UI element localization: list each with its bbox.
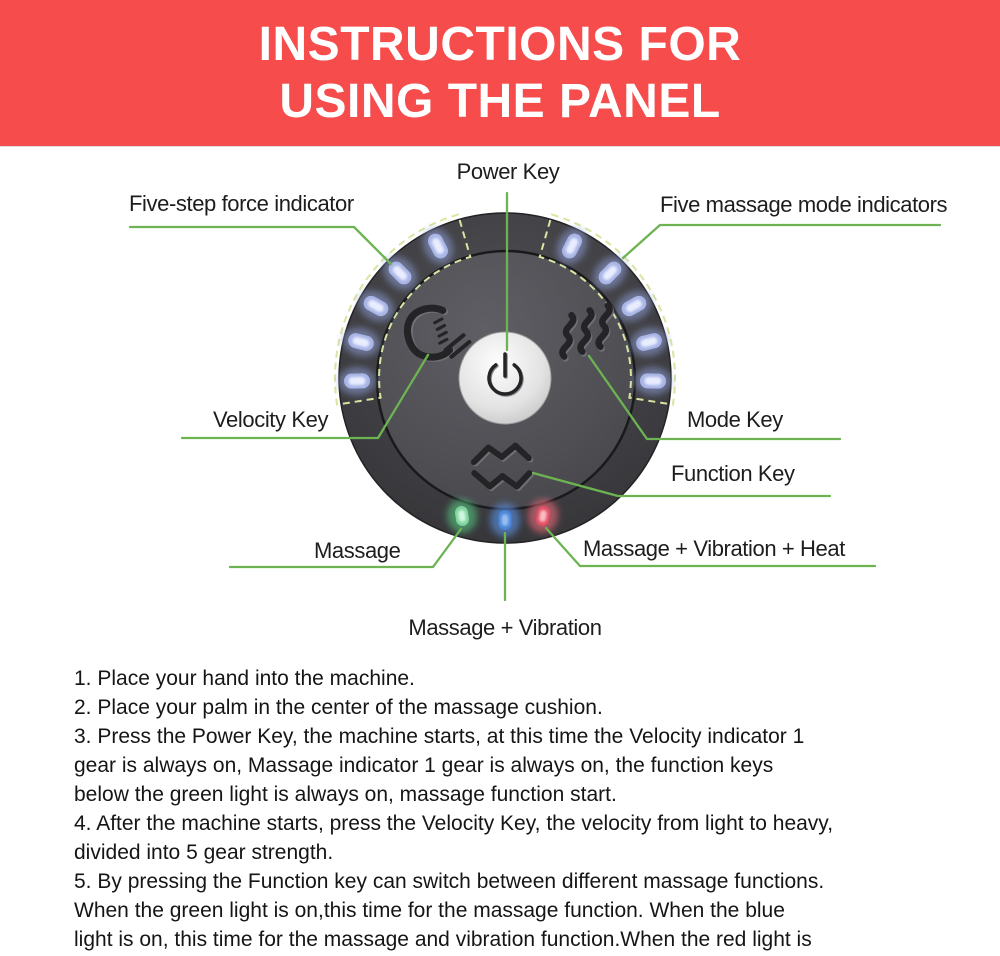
instruction-line: 4. After the machine starts, press the Velocity Key, the velocity from light to heavy, — [74, 812, 834, 835]
power-button — [459, 332, 551, 424]
label-velocity-key: Velocity Key — [213, 407, 329, 432]
instruction-line: below the green light is always on, massage function start. — [74, 783, 617, 806]
banner-title-line2: USING THE PANEL — [279, 75, 721, 128]
label-function-key: Function Key — [671, 461, 795, 486]
label-mode-key: Mode Key — [687, 407, 783, 432]
label-massage: Massage — [314, 538, 401, 563]
instruction-line: When the green light is on,this time for the massage function. When the blue — [74, 899, 785, 922]
label-mode-indicators: Five massage mode indicators — [660, 192, 948, 217]
instruction-line: gear is always on, Massage indicator 1 gear is always on, the function keys — [74, 754, 774, 777]
instruction-line: 1. Place your hand into the machine. — [74, 667, 415, 690]
label-force-indicator: Five-step force indicator — [129, 191, 354, 216]
leader-force-indicator — [130, 227, 391, 264]
panel-diagram-graphic — [0, 146, 1000, 666]
instruction-line: divided into 5 gear strength. — [74, 841, 334, 864]
banner-title-line1: INSTRUCTIONS FOR — [258, 18, 742, 71]
instruction-line: 5. By pressing the Function key can switch between different massage functions. — [74, 870, 825, 893]
label-power-key: Power Key — [456, 159, 560, 184]
instructions-text — [74, 664, 954, 954]
instruction-line: light is on, this time for the massage and vibration function.When the red light is — [74, 928, 812, 951]
instruction-line: 2. Place your palm in the center of the massage cushion. — [74, 696, 603, 719]
label-massage-vibration: Massage + Vibration — [408, 615, 602, 640]
instruction-line: 3. Press the Power Key, the machine starts, at this time the Velocity indicator 1 — [74, 725, 805, 748]
leader-mode-indicators — [623, 225, 940, 258]
label-massage-vibration-heat: Massage + Vibration + Heat — [583, 536, 845, 561]
header-banner — [0, 0, 1000, 147]
